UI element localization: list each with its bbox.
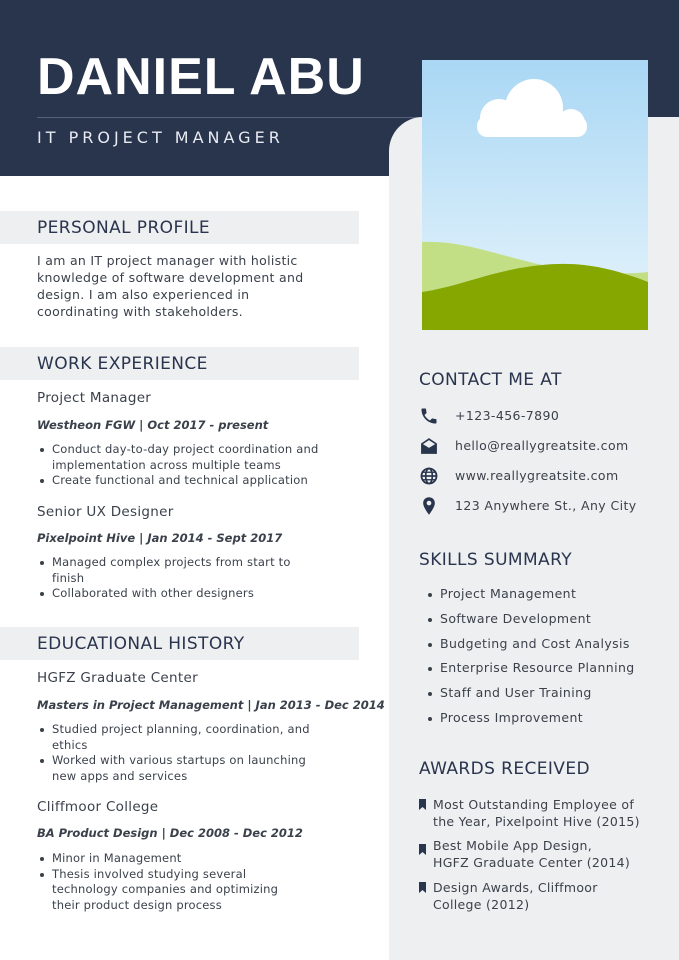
award-text: Design Awards, Cliffmoor College (2012) [433,880,598,912]
profile-line: I am an IT project manager with holistic [37,253,298,268]
job-title-heading: IT PROJECT MANAGER [37,128,284,147]
skill-item: Project Management [426,586,576,601]
skill-item: Software Development [426,611,591,626]
person-name: DANIEL ABU [37,48,365,106]
skill-item: Process Improvement [426,710,583,725]
envelope-icon [419,436,439,456]
bookmark-icon [419,799,426,810]
location-pin-icon [419,496,439,516]
skills-heading: SKILLS SUMMARY [419,550,572,570]
list-item: Minor in Management [38,851,278,867]
profile-line: knowledge of software development and [37,270,304,285]
contact-address [419,494,669,518]
school-2-title: Cliffmoor College [37,799,159,815]
contact-heading: CONTACT ME AT [419,370,562,390]
profile-text [37,252,303,320]
work-section-bar [0,347,359,380]
list-item: Thesis involved studying several technology companies and optimizing their product design process [38,867,278,914]
list-item: Create functional and technical application [38,473,319,489]
school-2-bullets [38,851,278,913]
list-item: Studied project planning, coordination, and ethics [38,722,310,753]
contact-address-value: 123 Anywhere St., Any City [455,498,637,513]
profile-section-bar [0,211,359,244]
list-item: Worked with various startups on launching new apps and services [38,753,310,784]
bookmark-icon [419,844,426,855]
skill-item: Budgeting and Cost Analysis [426,636,630,651]
header-divider [37,117,420,118]
contact-phone [419,404,669,428]
education-heading: EDUCATIONAL HISTORY [37,634,245,654]
skill-item: Enterprise Resource Planning [426,660,635,675]
job-2-meta: Pixelpoint Hive | Jan 2014 - Sept 2017 [37,531,283,545]
school-1-bullets [38,722,310,784]
awards-heading: AWARDS RECEIVED [419,759,590,779]
school-2-meta: BA Product Design | Dec 2008 - Dec 2012 [37,826,303,840]
contact-email-value: hello@reallygreatsite.com [455,438,629,453]
award-text: Best Mobile App Design, HGFZ Graduate Center (2014) [433,838,631,870]
school-1-title: HGFZ Graduate Center [37,670,198,686]
skill-item: Staff and User Training [426,685,592,700]
award-text: Most Outstanding Employee of the Year, Pixelpoint Hive (2015) [433,797,640,829]
job-2-bullets [38,555,291,602]
job-2-title: Senior UX Designer [37,504,174,520]
contact-email [419,434,669,458]
contact-website [419,464,669,488]
profile-photo [422,60,648,330]
landscape-placeholder-icon [422,60,648,330]
education-section-bar [0,627,359,660]
list-item: Collaborated with other designers [38,586,291,602]
contact-phone-value: +123-456-7890 [455,408,560,423]
list-item: Managed complex projects from start to finish [38,555,291,586]
phone-icon [419,406,439,426]
school-1-meta: Masters in Project Management | Jan 2013 - Dec 2014 [37,698,385,712]
contact-website-value: www.reallygreatsite.com [455,468,619,483]
job-1-bullets [38,442,319,489]
globe-icon [419,466,439,486]
list-item: Conduct day-to-day project coordination and implementation across multiple teams [38,442,319,473]
bookmark-icon [419,882,426,893]
work-heading: WORK EXPERIENCE [37,354,208,374]
profile-heading: PERSONAL PROFILE [37,218,211,238]
job-1-meta: Westheon FGW | Oct 2017 - present [37,418,269,432]
profile-line: coordinating with stakeholders. [37,304,243,319]
job-1-title: Project Manager [37,390,152,406]
profile-line: design. I am also experienced in [37,287,250,302]
